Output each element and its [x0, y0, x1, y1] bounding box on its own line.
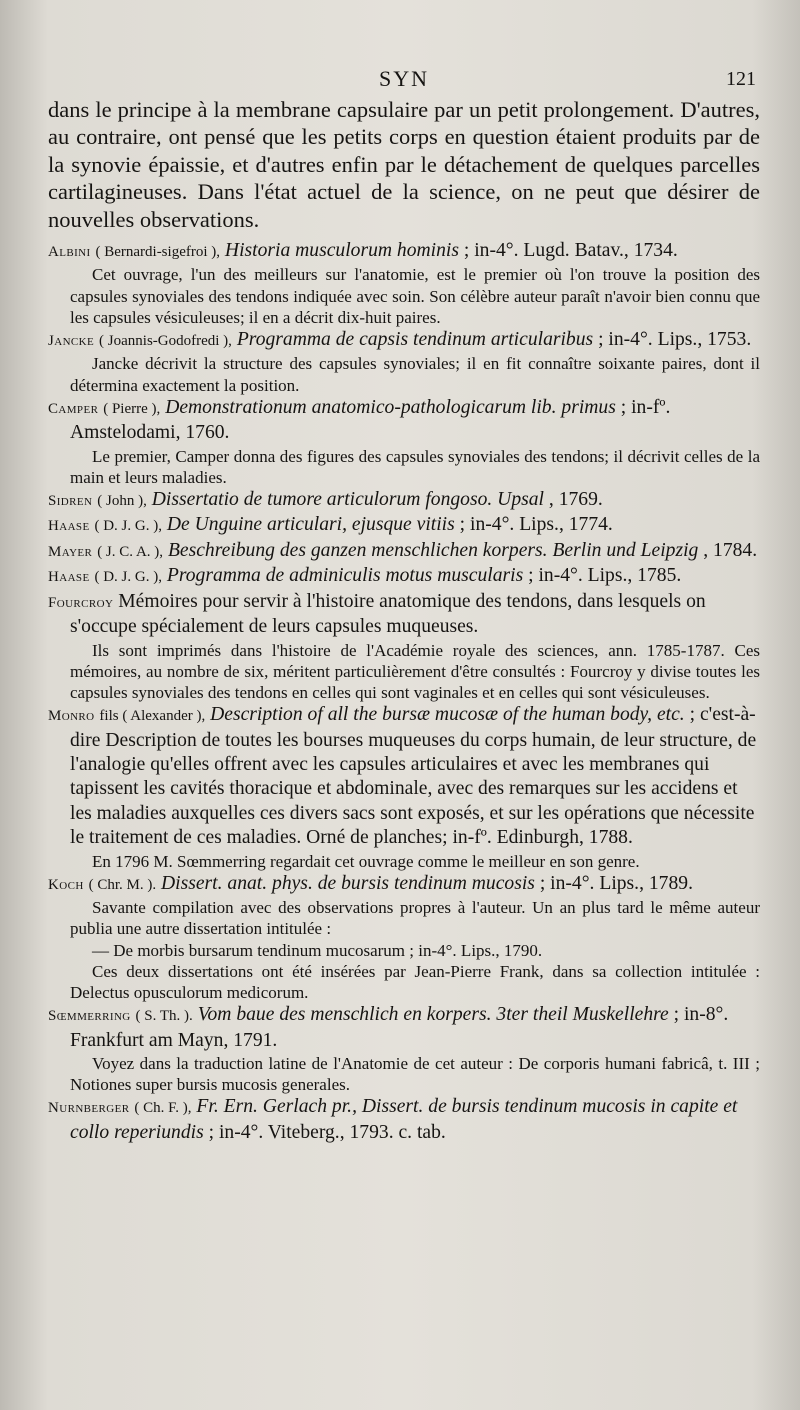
- entry-author: Fourcroy: [48, 594, 114, 611]
- entry-author: Jancke: [48, 333, 95, 350]
- entry-reference: [48, 872, 760, 897]
- entry-author: Koch: [48, 876, 84, 893]
- entry-publication: ; in-4°. Lips., 1785.: [528, 565, 682, 587]
- entry-author: Sœmmerring: [48, 1008, 131, 1025]
- entry-reference: [48, 488, 760, 513]
- entry-author: Camper: [48, 400, 99, 417]
- entry-publication: ; in-4°. Lips., 1774.: [459, 514, 613, 536]
- entry-reference: [48, 539, 760, 564]
- entry-given-name: ( John ),: [97, 493, 147, 510]
- entry-publication: ; in-4°. Lips., 1789.: [539, 872, 693, 894]
- entry-title: Beschreibung des ganzen menschlichen korpers. Berlin und Leipzig: [167, 539, 699, 561]
- entry-given-name: ( Joannis-Godofredi ),: [99, 333, 232, 350]
- entry-reference: [48, 239, 760, 264]
- entry-note: En 1796 M. Sœmmerring regardait cet ouvrage comme le meilleur en son genre.: [92, 851, 640, 871]
- entry-reference: [48, 396, 760, 446]
- bibliography-entry: [48, 396, 760, 488]
- entry-given-name: ( D. J. G. ),: [94, 569, 162, 586]
- entry-title: Programma de capsis tendinum articularibus: [236, 329, 594, 351]
- entry-title: Demonstrationum anatomico-pathologicarum lib. primus: [165, 396, 616, 418]
- entry-title: Programma de adminiculis motus muscularis: [166, 565, 524, 587]
- entry-author: Mayer: [48, 543, 93, 560]
- entry-title: Historia musculorum hominis: [224, 240, 459, 262]
- entry-publication: ; in-8°. Frankfurt am Mayn, 1791.: [70, 1004, 729, 1051]
- entry-given-name: ( D. J. G. ),: [94, 518, 162, 535]
- entry-given-name: ( Bernardi-sigefroi ),: [95, 244, 221, 261]
- entry-publication: , 1769.: [548, 489, 603, 511]
- entry-title: De Unguine articulari, ejusque vitiis: [166, 514, 455, 536]
- entry-title: Description of all the bursæ mucosæ of the human body, etc.: [210, 704, 685, 726]
- running-head: [48, 66, 760, 96]
- bibliography-entry: [48, 539, 760, 564]
- entry-publication: ; in-fº. Amstelodami, 1760.: [70, 396, 671, 444]
- entry-author: Sidren: [48, 493, 93, 510]
- entry-author: Albini: [48, 244, 91, 261]
- entry-reference: [48, 1095, 760, 1145]
- entry-given-name: ( Pierre ),: [103, 400, 161, 417]
- entry-note: Le premier, Camper donna des figures des capsules synoviales des tendons; il décrivit celles de la main et leurs maladies.: [70, 446, 760, 487]
- entry-note: Voyez dans la traduction latine de l'Anatomie de cet auteur : De corporis humani fabricâ, t. III ; Notiones super bursis mucosis generales.: [70, 1054, 760, 1095]
- bibliography-entry: [48, 513, 760, 538]
- bibliography: [48, 239, 760, 1145]
- entry-reference: [48, 513, 760, 538]
- entry-reference: [48, 1003, 760, 1053]
- bibliography-entry: [48, 328, 760, 396]
- entry-author: Haase: [48, 569, 90, 586]
- entry-note: Ces deux dissertations ont été insérées par Jean-Pierre Frank, dans sa collection intitulée : Delectus opusculorum medicorum.: [70, 961, 760, 1002]
- entry-note: Cet ouvrage, l'un des meilleurs sur l'anatomie, est le premier où l'on trouve la position des capsules synoviales des tendons indiquée avec soin. Son célèbre auteur paraît n'avoir bien connu que les capsules vésiculeuses; il en a décrit dix-huit paires.: [70, 265, 760, 327]
- entry-given-name: fils ( Alexander ),: [99, 708, 206, 725]
- entry-publication: Mémoires pour servir à l'histoire anatomique des tendons, dans lesquels on s'occupe spécialement de leurs capsules muqueuses.: [70, 590, 706, 638]
- bibliography-entry: [48, 488, 760, 513]
- entry-given-name: ( J. C. A. ),: [97, 543, 164, 560]
- entry-given-name: ( Chr. M. ).: [88, 876, 157, 893]
- bibliography-entry: [48, 564, 760, 589]
- entry-title: Dissert. anat. phys. de bursis tendinum mucosis: [160, 872, 535, 894]
- entry-reference: [48, 703, 760, 850]
- entry-publication: ; in-4°. Lugd. Batav., 1734.: [463, 240, 678, 262]
- entry-reference: [48, 564, 760, 589]
- bibliography-entry: [48, 872, 760, 1003]
- bibliography-entry: [48, 239, 760, 328]
- entry-reference: [48, 590, 760, 640]
- entry-title: Dissertatio de tumore articulorum fongoso. Upsal: [151, 489, 544, 511]
- page-number: 121: [726, 68, 756, 90]
- entry-publication: ; in-4°. Lips., 1753.: [598, 329, 752, 351]
- entry-title: Fr. Ern. Gerlach pr., Dissert. de bursis tendinum mucosis in capite et collo reperiundis: [70, 1096, 738, 1143]
- bibliography-entry: [48, 590, 760, 703]
- entry-title: Vom baue des menschlich en korpers. 3ter theil Muskellehre: [197, 1004, 669, 1026]
- entry-given-name: ( S. Th. ).: [135, 1008, 193, 1025]
- entry-publication: ; c'est-à-dire Description de toutes les bourses muqueuses du corps humain, de leur structure, de l'analogie qu'elles offrent avec les capsules articulaires et avec les membranes qui tapissent les cavités thoracique et abdominale, avec des remarques sur les accidens et les maladies auxquelles ces divers sacs sont exposés, et sur les opérations que nécessite le traitement de ces maladies. Orné de planches; in-fº. Edinburgh, 1788.: [70, 704, 757, 849]
- entry-note: Savante compilation avec des observations propres à l'auteur. Un an plus tard le même auteur publia une autre dissertation intitulée :: [70, 898, 760, 939]
- entry-publication: ; in-4°. Viteberg., 1793. c. tab.: [208, 1121, 446, 1143]
- intro-paragraph: dans le principe à la membrane capsulaire par un petit prolongement. D'autres, au contraire, ont pensé que les petits corps en question étaient produits par de la synovie épaissie, et d'autres enfin par le détachement de quelques parcelles cartilagineuses. Dans l'état actuel de la science, on ne peut que désirer de nouvelles observations.: [48, 97, 760, 232]
- entry-note: Ils sont imprimés dans l'histoire de l'Académie royale des sciences, ann. 1785-1787. Ces mémoires, au nombre de six, méritent particulièrement d'être consultés : Fourcroy y divise toutes les capsules synoviales des tendons en celles qui sont vaginales et en celles qui sont vésiculeuses.: [70, 640, 760, 702]
- entry-author: Haase: [48, 518, 90, 535]
- bibliography-entry: [48, 703, 760, 872]
- page-title: SYN: [378, 66, 429, 91]
- entry-author: Monro: [48, 708, 95, 725]
- bibliography-entry: [48, 1095, 760, 1145]
- entry-author: Nurnberger: [48, 1100, 130, 1117]
- entry-reference: [48, 328, 760, 353]
- entry-publication: , 1784.: [703, 539, 758, 561]
- bibliography-entry: [48, 1003, 760, 1095]
- entry-note: — De morbis bursarum tendinum mucosarum ; in-4°. Lips., 1790.: [92, 940, 543, 960]
- entry-given-name: ( Ch. F. ),: [134, 1100, 192, 1117]
- entry-note: Jancke décrivit la structure des capsules synoviales; il en fit connaître soixante paires, dont il détermina exactement la position.: [70, 354, 760, 395]
